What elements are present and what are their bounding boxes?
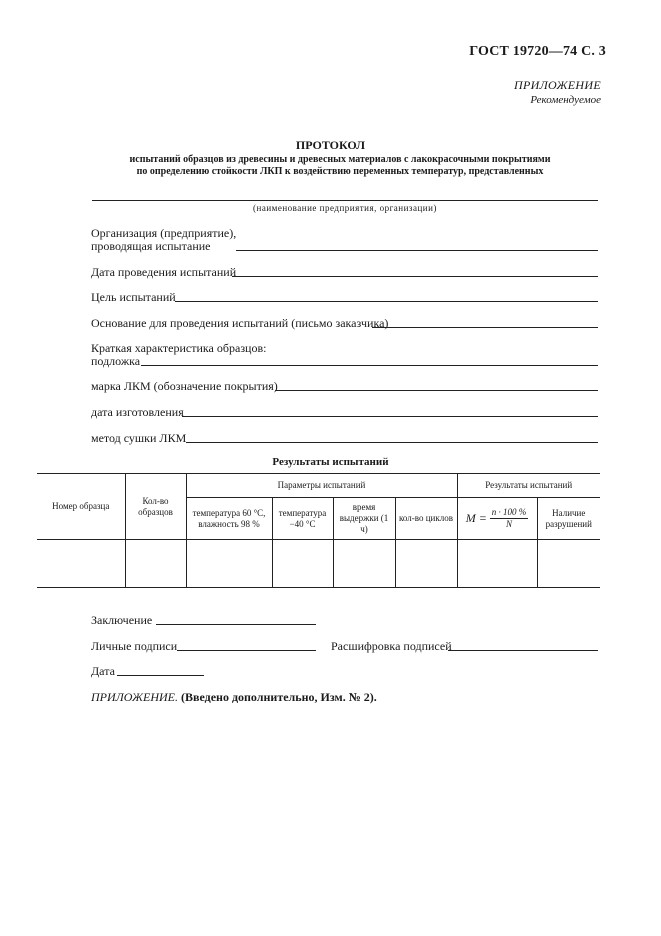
amendment-note-text: (Введено дополнительно, Изм. № 2). bbox=[180, 690, 377, 704]
formula-fraction bbox=[490, 507, 529, 530]
drying-method-label: метод сушки ЛКМ bbox=[91, 431, 187, 445]
formula-denominator: N bbox=[506, 519, 513, 529]
lkm-brand-label: марка ЛКМ (обозначение покрытия) bbox=[91, 379, 278, 393]
protocol-title: ПРОТОКОЛ bbox=[295, 138, 366, 152]
organization-fill-line bbox=[236, 250, 598, 251]
purpose-label: Цель испытаний bbox=[91, 290, 176, 304]
formula-lhs: M = bbox=[465, 511, 487, 525]
signatures-decoded-fill-line bbox=[448, 650, 598, 651]
table-cell[interactable] bbox=[395, 540, 457, 588]
header-sample-no: Номер образца bbox=[37, 474, 125, 540]
table-cell[interactable] bbox=[537, 540, 600, 588]
amendment-note bbox=[91, 690, 377, 705]
header-temp-humidity: температура 60 °С, влажность 98 % bbox=[186, 498, 272, 540]
formula-numerator: n · 100 % bbox=[491, 507, 527, 517]
results-title: Результаты испытаний bbox=[272, 456, 389, 468]
table-cell[interactable] bbox=[37, 540, 125, 588]
manufacture-date-fill-line bbox=[182, 416, 598, 417]
conclusion-fill-line bbox=[156, 624, 316, 625]
date-fill-line bbox=[117, 675, 204, 676]
header-results-group: Результаты испытаний bbox=[457, 474, 600, 498]
test-date-label: Дата проведения испытаний bbox=[91, 265, 237, 279]
organization-label-2: проводящая испытание bbox=[91, 239, 211, 253]
lkm-brand-fill-line bbox=[275, 390, 598, 391]
organization-label-1: Организация (предприятие), bbox=[91, 226, 237, 240]
header-params-group: Параметры испытаний bbox=[186, 474, 457, 498]
substrate-fill-line bbox=[141, 365, 598, 366]
header-temp-low: температура −40 °С bbox=[272, 498, 333, 540]
manufacture-date-label: дата изготовления bbox=[91, 405, 184, 419]
appendix-label: ПРИЛОЖЕНИЕ bbox=[514, 78, 601, 92]
conclusion-label: Заключение bbox=[91, 613, 153, 627]
results-table bbox=[37, 473, 600, 588]
appendix-block bbox=[514, 78, 601, 106]
signatures-decoded-label: Расшифровка подписей bbox=[331, 639, 452, 653]
header-count: Кол-во образцов bbox=[125, 474, 186, 540]
basis-label: Основание для проведения испытаний (письмо заказчика) bbox=[91, 316, 389, 330]
basis-fill-line bbox=[372, 327, 598, 328]
drying-method-fill-line bbox=[186, 442, 598, 443]
protocol-subtitle-line1: испытаний образцов из древесины и древесных материалов с лакокрасочными покрытиями bbox=[129, 154, 551, 165]
test-date-fill-line bbox=[232, 276, 598, 277]
amendment-note-label: ПРИЛОЖЕНИЕ. bbox=[91, 690, 178, 704]
table-cell[interactable] bbox=[186, 540, 272, 588]
protocol-subtitle-line2: по определению стойкости ЛКП к воздействию переменных температур, представленных bbox=[136, 166, 544, 177]
appendix-status: Рекомендуемое bbox=[530, 94, 601, 106]
document-code: ГОСТ 19720—74 С. 3 bbox=[469, 44, 606, 59]
protocol-subtitle bbox=[90, 154, 590, 178]
formula bbox=[466, 507, 529, 530]
org-name-caption: (наименование предприятия, организации) bbox=[253, 203, 437, 213]
header-formula bbox=[457, 498, 537, 540]
samples-heading: Краткая характеристика образцов: bbox=[91, 341, 267, 355]
header-hold-time: время выдержки (1 ч) bbox=[333, 498, 395, 540]
table-cell[interactable] bbox=[272, 540, 333, 588]
substrate-label: подложка bbox=[91, 354, 141, 368]
date-label: Дата bbox=[91, 664, 115, 678]
purpose-fill-line bbox=[175, 301, 598, 302]
signatures-label: Личные подписи bbox=[91, 639, 178, 653]
org-name-line bbox=[92, 200, 598, 201]
signatures-fill-line bbox=[177, 650, 316, 651]
table-cell[interactable] bbox=[125, 540, 186, 588]
table-cell[interactable] bbox=[333, 540, 395, 588]
table-cell[interactable] bbox=[457, 540, 537, 588]
header-cycles: кол-во циклов bbox=[395, 498, 457, 540]
header-damage: Наличие разрушений bbox=[537, 498, 600, 540]
